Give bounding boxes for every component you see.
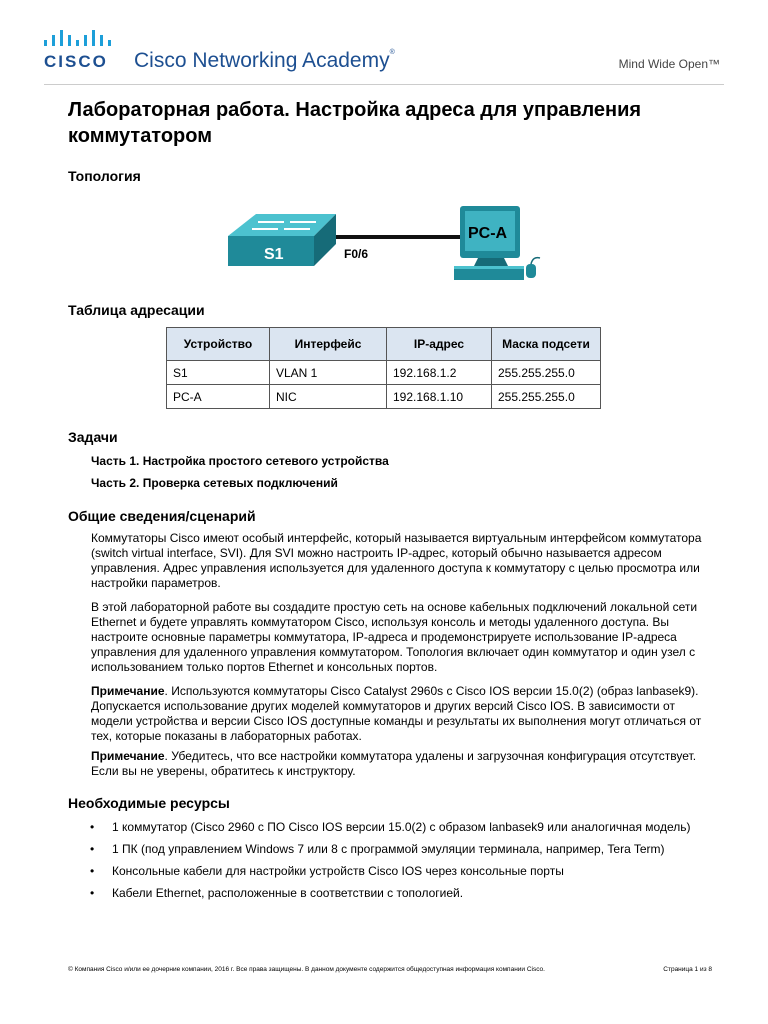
section-addressing-heading: Таблица адресации [68, 302, 205, 318]
table-cell: 255.255.255.0 [492, 385, 601, 409]
list-item: • 1 ПК (под управлением Windows 7 или 8 с программой эмуляции терминала, например, Tera Term) [88, 842, 708, 857]
note-text: . Используются коммутаторы Cisco Catalyst 2960s с Cisco IOS версии 15.0(2) (образ lanbasek9). Допускается использование других моделей коммутаторов и других версий Cisco IOS. В зависимости от модели устройства и версии Cisco IOS доступные команды и результаты их выполнения могут отличаться от тех, которые показаны в лабораторных работах. [91, 684, 702, 743]
table-row [167, 361, 601, 385]
link-label: F0/6 [344, 247, 369, 261]
list-item: • Кабели Ethernet, расположенные в соответствии с топологией. [88, 886, 708, 901]
section-topology-heading: Топология [68, 168, 141, 184]
page-footer [68, 966, 712, 973]
pc-label: PC-A [468, 225, 508, 242]
document-title: Лабораторная работа. Настройка адреса для управления коммутатором [68, 99, 642, 147]
note-label: Примечание [91, 749, 165, 763]
table-cell: PC-A [167, 385, 270, 409]
background-paragraph-2: В этой лабораторной работе вы создадите простую сеть на основе кабельных подключений локальной сети Ethernet и будете управлять коммутатором Cisco, используя консоль и методы удаленного доступа. Вы настроите основные параметры коммутатора, IP-адреса и продемонстрируете использование IP-адреса управления для удаленного управления коммутатором. Топология включает один коммутатор и один узел с использованием только портов Ethernet и консольных портов. [91, 600, 698, 674]
note-label: Примечание [91, 684, 165, 698]
list-item: • Консольные кабели для настройки устройств Cisco IOS через консольные порты [88, 864, 708, 879]
table-cell: 192.168.1.10 [387, 385, 492, 409]
footer-copyright: © Компания Cisco и/или ее дочерние компании, 2016 г. Все права защищены. В данном документе содержится общедоступная информация компании Cisco. [68, 966, 545, 973]
section-resources-heading: Необходимые ресурсы [68, 795, 230, 811]
addressing-table [166, 327, 601, 409]
registered-mark: ® [389, 49, 395, 56]
table-cell: NIC [270, 385, 387, 409]
note-paragraph-1 [91, 684, 703, 744]
note-paragraph-2 [91, 749, 703, 779]
switch-label: S1 [264, 246, 284, 263]
table-cell: S1 [167, 361, 270, 385]
table-row [167, 385, 601, 409]
objective-part-1: Часть 1. Настройка простого сетевого устройства [91, 454, 389, 468]
table-header-row [167, 328, 601, 361]
section-background-heading: Общие сведения/сценарий [68, 508, 256, 524]
list-item: • 1 коммутатор (Cisco 2960 с ПО Cisco IOS версии 15.0(2) с образом lanbasek9 или аналогичная модель) [88, 820, 708, 835]
tagline: Mind Wide Open™ [618, 57, 720, 71]
table-header-cell: Устройство [167, 328, 270, 361]
background-paragraph-1: Коммутаторы Cisco имеют особый интерфейс, который называется виртуальным интерфейсом коммутатора (switch virtual interface, SVI). Для SVI можно настроить IP-адрес, который обычно называется адресом управления. Адрес управления используется для удаленного доступа к коммутатору с целью просмотра или настройки параметров. [91, 531, 702, 590]
table-cell: 255.255.255.0 [492, 361, 601, 385]
table-header-cell: Интерфейс [270, 328, 387, 361]
academy-name-text: Cisco Networking Academy [134, 49, 390, 72]
resources-list [88, 820, 708, 908]
section-objectives-heading: Задачи [68, 429, 118, 445]
objective-part-2: Часть 2. Проверка сетевых подключений [91, 476, 338, 490]
pc-icon [454, 206, 540, 280]
page-number: Страница 1 из 8 [663, 966, 712, 973]
table-header-cell: Маска подсети [492, 328, 601, 361]
table-cell: 192.168.1.2 [387, 361, 492, 385]
academy-name [134, 49, 395, 73]
cisco-logo-text: CISCO [44, 52, 108, 71]
table-header-cell: IP-адрес [387, 328, 492, 361]
header-divider [44, 84, 724, 85]
topology-diagram [228, 200, 558, 286]
note-text: . Убедитесь, что все настройки коммутатора удалены и загрузочная конфигурация отсутствует. Если вы не уверены, обратитесь к инструктору. [91, 749, 697, 778]
page-header [0, 0, 768, 84]
cisco-logo-bars-icon [44, 30, 116, 50]
table-cell: VLAN 1 [270, 361, 387, 385]
